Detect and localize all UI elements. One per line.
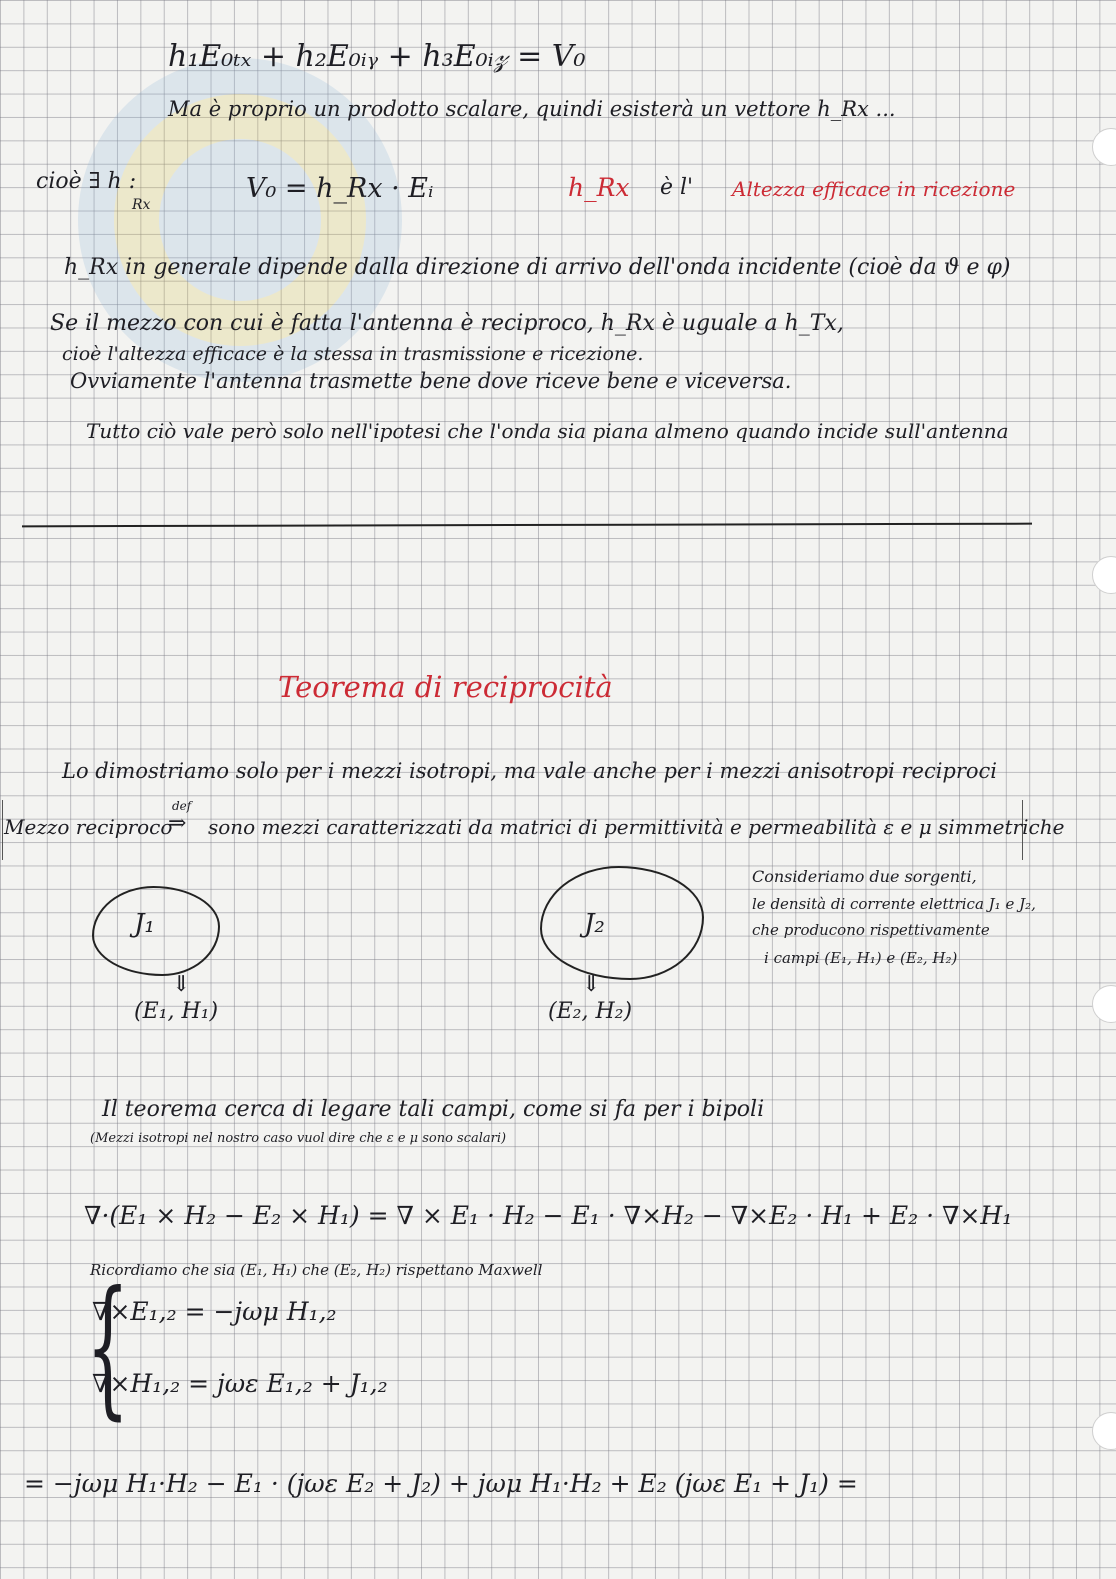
source-label-j2: J₂ (584, 909, 605, 939)
source-label-j1: J₁ (134, 909, 155, 939)
text-line: Mezzo reciproco (4, 815, 173, 839)
maxwell-eq-curl-h: ∇×H₁,₂ = jωε E₁,₂ + J₁,₂ (92, 1369, 388, 1398)
definition-text: Altezza efficace in ricezione (732, 177, 1016, 201)
binder-hole (1092, 1412, 1116, 1450)
text-line: Se il mezzo con cui è fatta l'antenna è reciproco, h_Rx è uguale a h_Tx, (50, 311, 844, 336)
note-line: (Mezzi isotropi nel nostro caso vuol dire che ε e μ sono scalari) (90, 1131, 507, 1146)
binder-hole (1092, 985, 1116, 1023)
side-note-line: che producono rispettivamente (752, 921, 990, 939)
arrow-down-icon: ⇓ (172, 972, 191, 997)
text-line: Tutto ciò vale però solo nell'ipotesi che l'onda sia piana almeno quando incide sull'antenna (86, 419, 1009, 443)
text-line: cioè l'altezza efficace è la stessa in trasmissione e ricezione. (62, 343, 644, 365)
def-label: def (172, 799, 192, 813)
side-note-line: i campi (E₁, H₁) e (E₂, H₂) (764, 949, 958, 967)
arrow-down-icon: ⇓ (582, 972, 601, 997)
separator-rule (22, 523, 1032, 528)
note-line: Ricordiamo che sia (E₁, H₁) che (E₂, H₂) rispettano Maxwell (90, 1261, 543, 1279)
text-line: Il teorema cerca di legare tali campi, come si fa per i bipoli (102, 1097, 765, 1122)
implies-arrow: ⇒ (168, 811, 187, 836)
source-region-2 (540, 866, 704, 980)
section-title: Teorema di reciprocità (278, 670, 613, 704)
formula-line: h₁E₀ₜₓ + h₂E₀ᵢᵧ + h₃E₀ᵢ𝓏 = V₀ (168, 39, 586, 74)
binder-hole (1092, 128, 1116, 166)
source-region-1 (92, 886, 220, 976)
symbol-h-rx: h_Rx (568, 173, 630, 202)
text-line: cioè ∃ h : (36, 169, 137, 194)
text-line: Ovviamente l'antenna trasmette bene dove riceve bene e viceversa. (70, 369, 792, 393)
equation-expansion: = −jωμ H₁·H₂ − E₁ · (jωε E₂ + J₂) + jωμ H₁·H₂ + E₂ (jωε E₁ + J₁) = (24, 1469, 858, 1498)
binder-hole (1092, 556, 1116, 594)
text-line: è l' (660, 175, 694, 200)
formula-line: V₀ = h_Rx · Eᵢ (246, 173, 434, 204)
subscript: Rx (132, 197, 151, 213)
text-line: Lo dimostriamo solo per i mezzi isotropi, ma vale anche per i mezzi anisotropi reciproci (62, 759, 998, 783)
maxwell-eq-curl-e: ∇×E₁,₂ = −jωμ H₁,₂ (92, 1297, 337, 1326)
side-note-line: Consideriamo due sorgenti, (752, 867, 977, 886)
field-label-1: (E₁, H₁) (134, 999, 219, 1024)
text-line: sono mezzi caratterizzati da matrici di permittività e permeabilità ε e μ simmetriche (208, 815, 1065, 839)
text-line: h_Rx in generale dipende dalla direzione di arrivo dell'onda incidente (cioè da ϑ e φ) (64, 255, 1011, 280)
side-note-line: le densità di corrente elettrica J₁ e J₂, (752, 895, 1036, 913)
text-line: Ma è proprio un prodotto scalare, quindi esisterà un vettore h_Rx ... (168, 97, 896, 121)
equation-divergence: ∇·(E₁ × H₂ − E₂ × H₁) = ∇ × E₁ · H₂ − E₁ · ∇×H₂ − ∇×E₂ · H₁ + E₂ · ∇×H₁ (84, 1201, 1013, 1230)
field-label-2: (E₂, H₂) (548, 999, 633, 1024)
system-brace: { (86, 1260, 130, 1434)
